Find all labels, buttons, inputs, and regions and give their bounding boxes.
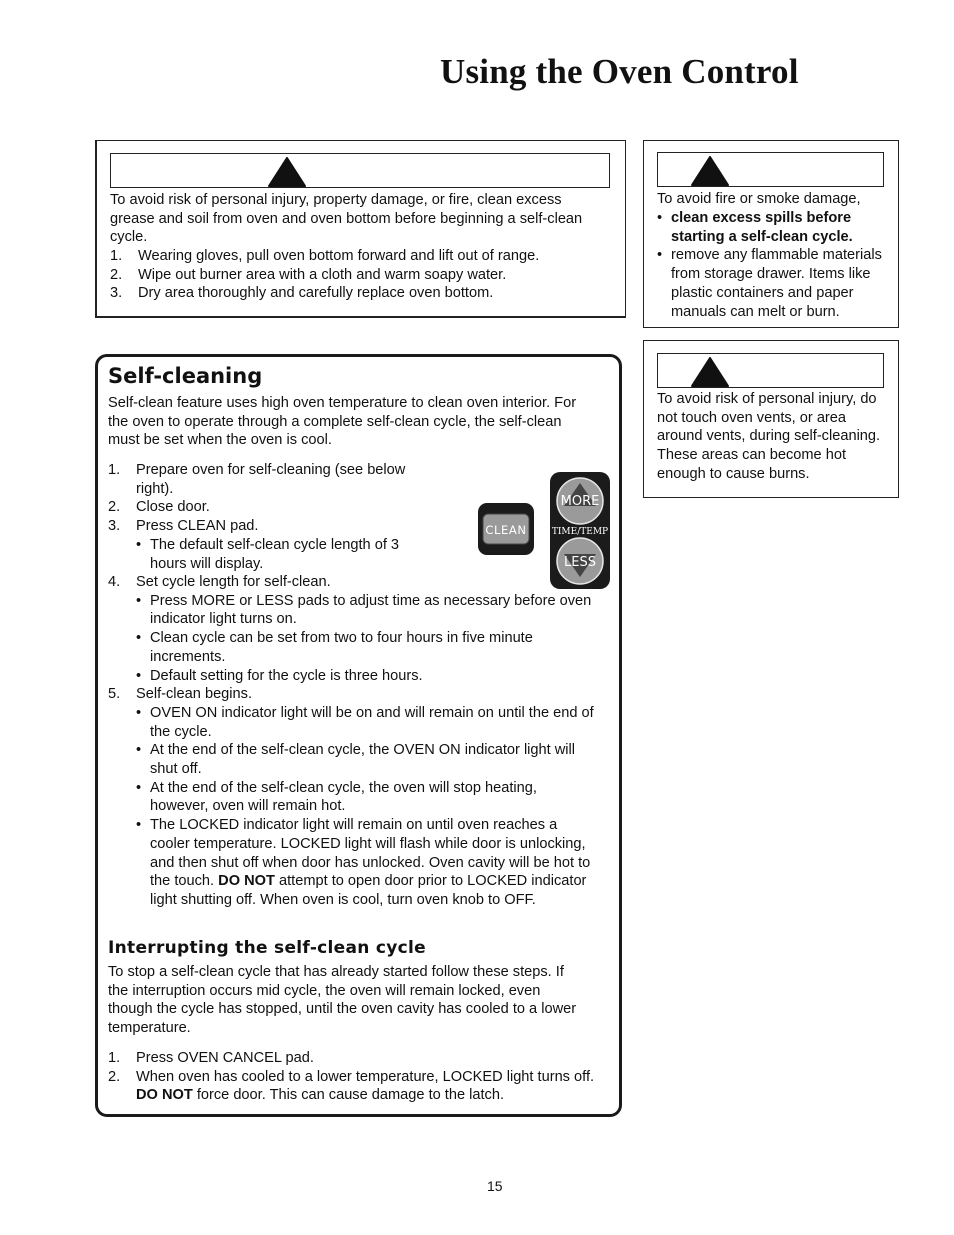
list-item: • clean excess spills before starting a self-clean cycle. (657, 210, 853, 245)
warning-banner (657, 152, 884, 187)
list-item: 2. Wipe out burner area with a cloth and warm soapy water. (110, 266, 507, 283)
list-item: • OVEN ON indicator light will be on and will remain on until the end of the cycle. (136, 704, 594, 740)
warning-bullets (657, 209, 893, 321)
list-item: 1. Press OVEN CANCEL pad. (108, 1050, 314, 1066)
clean-pad-label: CLEAN (485, 523, 527, 537)
list-item: • The LOCKED indicator light will remain on until oven reaches a cooler temperature. LOCKED light will flash while door is unlocking, and then shut off when door has unlocked. Oven cavity will be hot to the touch. DO NOT attempt to open door prior to LOCKED indicator light shutting off. When oven is cool, turn oven knob to OFF. (136, 817, 591, 908)
sub-bullets (136, 536, 406, 573)
self-cleaning-section (95, 354, 622, 1117)
list-item: 3. Press CLEAN pad. • The default self-clean cycle length of 3 hours will display. (108, 517, 428, 573)
warning-intro: To avoid risk of personal injury, property damage, or fire, clean excess grease and soil from oven and oven bottom before beginning a self-clean cycle. (110, 192, 583, 246)
warning-box-vents (643, 340, 899, 498)
page-number: 15 (487, 1178, 503, 1194)
list-item: 4. Set cycle length for self-clean. • Press MORE or LESS pads to adjust time as necessary before oven indicator light turns on. • Clean cycle can be set from two to four hours in five minute increments. • Default setting for the cycle is three hours. (108, 573, 598, 685)
warning-triangle-icon (691, 156, 729, 186)
sub-bullets (136, 704, 598, 910)
interrupt-heading: Interrupting the self-clean cycle (108, 938, 426, 958)
warning-steps (110, 247, 610, 303)
warning-box-fire (643, 140, 899, 328)
steps-bottom (108, 573, 598, 910)
list-item: • At the end of the self-clean cycle, the oven will stop heating, however, oven will remain hot. (136, 779, 537, 815)
interrupt-steps (108, 1049, 603, 1105)
warning-triangle-icon (268, 157, 306, 187)
list-item: 1. Wearing gloves, pull oven bottom forward and lift out of range. (110, 248, 540, 264)
list-item: 2. Close door. (108, 499, 210, 516)
page-title: Using the Oven Control (440, 52, 799, 91)
list-item: • remove any flammable materials from storage drawer. Items like plastic containers and paper manuals can melt or burn. (657, 247, 882, 320)
warning-banner (110, 153, 610, 188)
warning-banner (657, 353, 884, 388)
list-item: • Clean cycle can be set from two to four hours in five minute increments. (136, 630, 533, 665)
list-item: 3. Dry area thoroughly and carefully replace oven bottom. (110, 285, 494, 302)
time-temp-label: TIME/TEMP (551, 527, 609, 537)
list-item: 1. Prepare oven for self-cleaning (see below right). (108, 462, 406, 497)
steps-top (108, 461, 428, 573)
more-pad-label: MORE (560, 494, 600, 509)
list-item: • At the end of the self-clean cycle, the OVEN ON indicator light will shut off. (136, 742, 576, 778)
warning-box-grease (95, 140, 626, 318)
list-item: • Press MORE or LESS pads to adjust time as necessary before oven indicator light turns on. (136, 592, 592, 628)
list-item: 2. When oven has cooled to a lower temperature, LOCKED light turns off. DO NOT force door. This can cause damage to the latch. (108, 1068, 595, 1104)
list-item: • The default self-clean cycle length of 3 hours will display. (136, 536, 400, 572)
warning-text: To avoid risk of personal injury, do not touch oven vents, or area around vents, during self-cleaning. These areas can become hot enough to cause burns. (657, 391, 881, 482)
list-item: • Default setting for the cycle is three hours. (136, 667, 423, 684)
section-intro: Self-clean feature uses high oven temperature to clean oven interior. For the oven to operate through a complete self-clean cycle, the self-clean must be set when the oven is cool. (108, 395, 577, 449)
interrupt-intro: To stop a self-clean cycle that has already started follow these steps. If the interruption occurs mid cycle, the oven will remain locked, even though the cycle has stopped, until the oven cavity has cooled to a lower temperature. (108, 964, 577, 1037)
section-heading: Self-cleaning (108, 364, 263, 388)
warning-triangle-icon (691, 357, 729, 387)
sub-bullets (136, 592, 598, 686)
list-item: 5. Self-clean begins. • OVEN ON indicator light will be on and will remain on until the end of the cycle. • At the end of the self-clean cycle, the OVEN ON indicator light will shut off. • At the end of the self-clean cycle, the oven will stop heating, however, oven will remain hot. • The LOCKED indicator light will remain on until oven reaches a cooler temperature. LOCKED light will flash while door is unlocking, and then shut off when door has unlocked. Oven cavity will be hot to the touch. DO NOT attempt to open door prior to LOCKED indicator light shutting off. When oven is cool, turn oven knob to OFF. (108, 685, 598, 909)
warning-intro: To avoid fire or smoke damage, (657, 191, 861, 207)
less-pad-label: LESS (564, 555, 596, 570)
